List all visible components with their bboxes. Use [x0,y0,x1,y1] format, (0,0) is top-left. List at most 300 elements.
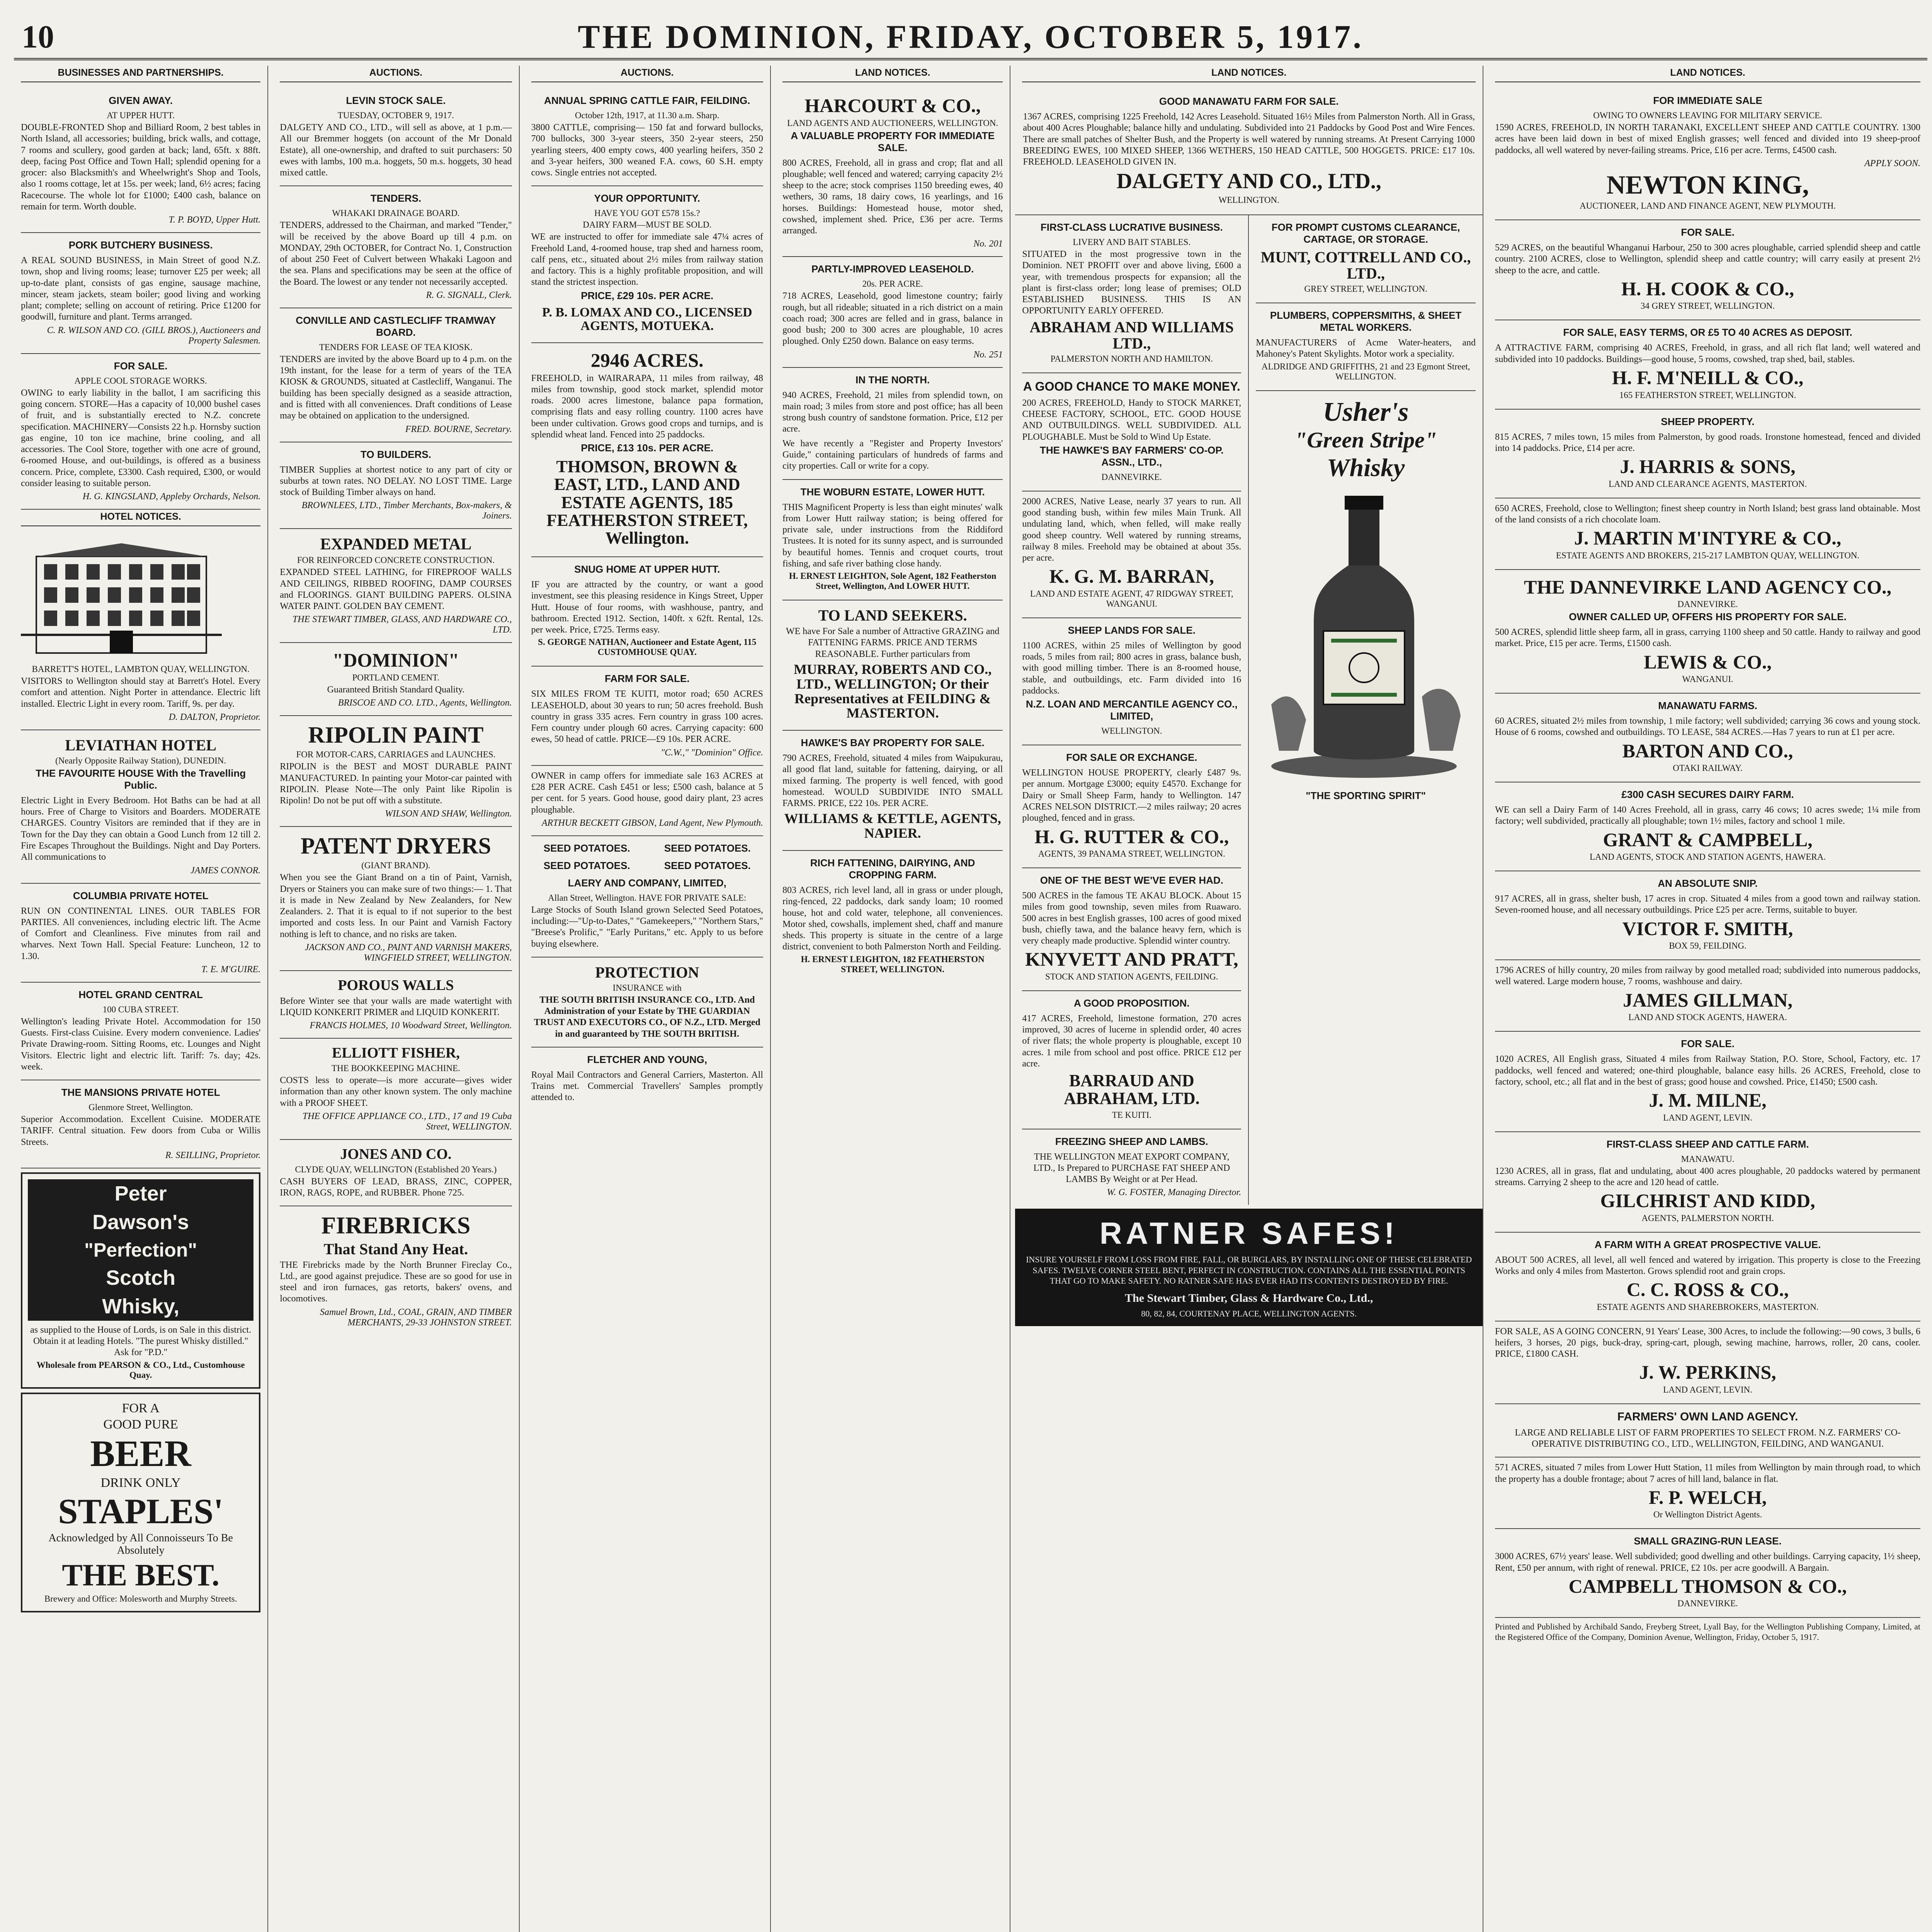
ad-place: PALMERSTON NORTH AND HAMILTON. [1050,354,1213,364]
ad-body: 500 ACRES, splendid little sheep farm, all in grass, carrying 1100 sheep and 50 cattle. Handy to railway and good market. Price, £15 per acre. Terms, £1500 cash. [1495,627,1920,649]
ad-title: FIREBRICKS [321,1213,471,1239]
ad-body: 60 ACRES, situated 2½ miles from township, 1 mile factory; well subdivided; carrying 36 cows and young stock. House of 6 rooms, cowshed and outbuildings. TO LEASE, 584 ACRES.—Has 7 years to run at £1 per acre. [1495,716,1920,738]
ad-signature: N.Z. LOAN AND MERCANTILE AGENCY CO., LIMITED, [1026,698,1238,722]
ad-firebricks [280,1206,512,1335]
ad-title: EXPANDED METAL [320,536,472,554]
ad-signature: T. E. M'GUIRE. [201,964,261,975]
ad-body: 940 ACRES, Freehold, 21 miles from splendid town, on main road; 3 miles from store and post office; has all been strong bush country of sandstone formation. Price, £12 per acre. [782,390,1003,434]
ad-signature: K. G. M. BARRAN, [1049,565,1214,587]
ad-title: FOR SALE OR EXCHANGE. [1066,752,1197,764]
ad-to-land-seekers [782,600,1003,731]
usher-line: Usher's [1323,397,1409,427]
ad-signature: J. M. MILNE, [1649,1089,1767,1111]
ad-body: 3800 CATTLE, comprising— 150 fat and forward bullocks, 700 bullocks, 300 3-year steers, 350 2-year steers, 250 yearling steers, 400 empty cows, 400 yearling heifers, 350 2 and 3-year heifers, 300 weaned F.A. cows, 60 S.H. empty cows. Single entries not accepted. [531,122,763,178]
ad-body: 1796 ACRES of hilly country, 20 miles from railway by good metalled road; subdivided into numerous paddocks, well watered. Large modern house, 7 rooms, washhouse and dairy. [1495,965,1920,987]
column-heading: LAND NOTICES. [782,66,1003,82]
ad-signature: THOMSON, BROWN & EAST, LTD., LAND AND ESTATE AGENTS, 185 FEATHERSTON STREET, Wellington. [546,457,748,548]
ad-partly-improved [782,257,1003,367]
ad-title: A GOOD CHANCE TO MAKE MONEY. [1023,379,1240,393]
ad-grand-central-hotel [21,983,260,1080]
beer-line: GOOD PURE [103,1417,178,1432]
ad-signature: CAMPBELL THOMSON & CO., [1568,1575,1847,1597]
ad-title: TENDERS. [370,192,422,204]
ad-title: FLETCHER AND YOUNG, [587,1053,707,1065]
ad-place: WELLINGTON. [1101,726,1162,736]
ad-victor-smith [1495,871,1920,960]
ad-body: 571 ACRES, situated 7 miles from Lower Hutt Station, 11 miles from Wellington by main through road, to which the property has a double frontage; about 7 acres of hill land, balance in flat. [1495,1463,1920,1484]
whisky-line: "Perfection" [28,1236,253,1264]
hotel-illustration [21,541,222,657]
ad-subtitle: TUESDAY, OCTOBER 9, 1917. [337,111,454,120]
column-land-notices-1 [776,66,1010,1932]
ad-farm-for-sale [531,667,763,765]
usher-line: "Green Stripe" [1294,427,1437,453]
ad-signature: VICTOR F. SMITH, [1622,917,1793,939]
ad-signature: FRED. BOURNE, Secretary. [405,424,512,434]
ad-signature: Samuel Brown, Ltd., COAL, GRAIN, AND TIMBER MERCHANTS, 29-33 JOHNSTON STREET. [320,1307,512,1328]
ad-tagline: OWNER CALLED UP, OFFERS HIS PROPERTY FOR SALE. [1569,611,1847,623]
ad-subtitle: INSURANCE with [612,983,682,993]
ad-title: FREEZING SHEEP AND LAMBS. [1055,1135,1208,1147]
ad-mansions-hotel [21,1080,260,1168]
usher-line: Whisky [1327,454,1405,482]
ad-harris-sons [1495,410,1920,498]
column-auctions-2 [524,66,771,1932]
ad-title: 2946 ACRES. [590,349,704,371]
whisky-line: Whisky, [28,1292,253,1321]
two-column-area [1015,215,1483,1205]
ad-gilchrist-kidd [1495,1132,1920,1233]
ad-subtitle: APPLE COOL STORAGE WORKS. [74,376,207,386]
ad-body: 200 ACRES, FREEHOLD, Handy to STOCK MARKET, CHEESE FACTORY, SCHOOL, ETC. GOOD HOUSE AND OUTBUILDINGS. WELL SUBDIVIDED. ALL PLOUGHABLE. Must be Sold to Wind Up Estate. [1022,398,1242,442]
ad-place: LAND AGENT, LEVIN. [1663,1112,1752,1122]
ad-porous-walls [280,971,512,1039]
beer-line: FOR A [122,1401,160,1415]
ad-note: We have recently a "Register and Property Investors' Guide," containing particulars of hundreds of farms and city properties. Call or write for a copy. [782,438,1003,471]
ad-dannevirke-agency [1495,570,1920,694]
ad-body: 1230 ACRES, all in grass, flat and undulating, about 400 acres ploughable, 20 paddocks watered by permanent streams. Carrying 2 sheep to the acre and 120 head of cattle. [1495,1166,1920,1187]
ad-title: COLUMBIA PRIVATE HOTEL [73,889,209,901]
ad-mneill [1495,320,1920,409]
ad-rich-fattening [782,851,1003,983]
ad-barraud-abraham [1022,991,1241,1129]
ad-tenders-whakaki [280,186,512,308]
ad-subtitle: DANNEVIRKE. [1677,599,1738,609]
ad-title: JONES AND CO. [340,1146,452,1162]
ad-body: FOR SALE, AS A GOING CONCERN, 91 Years' Lease, 300 Acres, to include the following:—90 cows, 3 bulls, 6 heifers, 3 horses, 20 pigs, buck-dray, spring-cart, plough, sewing machine, harrows, roller, 20 cans, cooler. PRICE, £1800 CASH. [1495,1326,1920,1359]
ad-subtitle: Allan Street, Wellington. HAVE FOR PRIVATE SALE: [548,893,747,903]
column-heading: AUCTIONS. [531,66,763,82]
whisky-line: Peter [28,1179,253,1208]
potatoes-label: SEED POTATOES. [543,859,630,871]
ad-place: TE KUITI. [1112,1110,1151,1120]
ad-subtitle: MANAWATU. [1681,1154,1735,1164]
ad-to-builders [280,442,512,529]
ad-body: When you see the Giant Brand on a tin of Paint, Varnish, Dryers or Stainers you can make sure of two things:— 1. That it is made in New Zealand by New Zealanders, for New Zealanders. 2. That it is equal to if not superior to the best imported and costs less. In our Paint and Varnish Factory nothing is left to chance, and no risks are taken. [280,872,512,939]
ad-title: SHEEP PROPERTY. [1661,415,1755,427]
ad-dawsons-whisky [21,1172,260,1389]
ad-signature: WILLIAMS & KETTLE, AGENTS, NAPIER. [784,811,1001,841]
hotel-caption: BARRETT'S HOTEL, LAMBTON QUAY, WELLINGTON. [32,664,250,674]
ad-title: ONE OF THE BEST WE'VE EVER HAD. [1040,874,1223,886]
ad-patent-dryers [280,827,512,971]
ad-pork-butchery [21,233,260,354]
ad-jones-and-co [280,1140,512,1206]
ad-title: RIPOLIN PAINT [308,722,484,748]
ad-body: VISITORS to Wellington should stay at Barrett's Hotel. Every comfort and attention. Night Porter in attendance. Electric lift installed. Electric Light in every room. Tariff, 9s. per day. [21,676,261,709]
ad-body: A ATTRACTIVE FARM, comprising 40 ACRES, Freehold, in grass, and all rich flat land; well watered and subdivided into 10 paddocks. Buildings—good house, 5 rooms, cowshed, trap shed, bail, stables. [1495,343,1920,364]
ad-hawkes-bay-property [782,731,1003,851]
ad-body: 718 ACRES, Leasehold, good limestone country; fairly rough, but all rideable; situated in a rich district on a main coach road; 300 acres are felled and in grass, balance in good bush; 200 to 300 acres are ploughable, 10 acres ploughed. Only £250 down. Balance on easy terms. [782,291,1003,347]
masthead-title: THE DOMINION, FRIDAY, OCTOBER 5, 1917. [578,18,1364,55]
ad-subtitle: Glenmore Street, Wellington. [88,1102,193,1112]
ad-in-the-north [782,368,1003,480]
ad-title: HAWKE'S BAY PROPERTY FOR SALE. [801,737,985,749]
ad-place: 165 FEATHERSTON STREET, WELLINGTON. [1619,390,1796,400]
ad-title: SNUG HOME AT UPPER HUTT. [574,563,720,575]
ad-title: TO LAND SEEKERS. [818,607,967,624]
ad-signature: H. F. M'NEILL & CO., [1612,367,1804,389]
ad-cook-and-co [1495,220,1920,320]
ad-place: 34 GREY STREET, WELLINGTON. [1640,301,1775,311]
ad-body: EXPANDED STEEL LATHING, for FIREPROOF WALLS AND CEILINGS, RIBBED ROOFING, DAMP COURSES and FLOORINGS. GIANT BUILDING PAPERS. OLSINA WATER PAINT. GOLDEN BAY CEMENT. [280,567,512,612]
ad-subtitle: CLYDE QUAY, WELLINGTON (Established 20 Years.) [295,1164,497,1174]
ad-title: FOR SALE. [1681,226,1735,238]
ad-ushers-whisky [1256,391,1476,813]
ad-subtitle: AT UPPER HUTT. [107,111,175,120]
ad-title: FIRST-CLASS SHEEP AND CATTLE FARM. [1606,1138,1809,1150]
ad-title: AN ABSOLUTE SNIP. [1658,878,1758,889]
ad-expanded-metal [280,529,512,643]
ad-title: LEVIN STOCK SALE. [346,95,446,106]
ad-2946-acres [531,343,763,557]
ad-signature: F. P. WELCH, [1648,1486,1767,1508]
ad-title: "DOMINION" [332,649,459,671]
ad-signature: H. G. RUTTER & CO., [1034,825,1229,847]
ad-title: ANNUAL SPRING CATTLE FAIR, FEILDING. [544,95,750,106]
ad-immediate-sale [1495,88,1920,220]
ad-title: THE WOBURN ESTATE, LOWER HUTT. [800,486,985,498]
ad-rutter [1022,745,1241,868]
ad-farmers-own [1495,1404,1920,1458]
ad-knyvett-pratt [1022,868,1241,991]
ad-body: ABOUT 500 ACRES, all level, all well fenced and watered by irrigation. This property is close to the Freezing Works and only 4 miles from Masterton. Grows splendid root and grain crops. [1495,1255,1920,1276]
section-heading-hotels: HOTEL NOTICES. [21,510,260,526]
ad-campbell-thomson [1495,1529,1920,1618]
ad-perkins [1495,1321,1920,1404]
ad-body: THE Firebricks made by the North Brunner Fireclay Co., Ltd., are good against prejudice. These are so good for use in steel and iron furnaces, gas retorts, bakers' ovens, and locomotives. [280,1260,512,1304]
ad-place: BOX 59, FEILDING. [1669,941,1747,951]
ad-subtitle-2: DAIRY FARM—MUST BE SOLD. [583,220,712,230]
ad-title: FARMERS' OWN LAND AGENCY. [1617,1410,1798,1423]
ad-place: AGENTS, PALMERSTON NORTH. [1641,1213,1774,1223]
ad-body: 3000 ACRES, 67½ years' lease. Well subdivided; good dwelling and other buildings. Carrying capacity, 1½ sheep, Rent, £50 per annum, with right of renewal. PRICE, £2 10s. per acre goodwill. A Bargain. [1495,1551,1920,1573]
ad-subtitle: WHAKAKI DRAINAGE BOARD. [332,208,460,218]
ad-title: GOOD MANAWATU FARM FOR SALE. [1159,95,1339,107]
ad-place: DANNEVIRKE. [1101,472,1162,482]
ad-title: POROUS WALLS [338,977,454,993]
ad-title: FOR IMMEDIATE SALE [1653,95,1762,106]
ad-body: RIPOLIN is the BEST and MOST DURABLE PAINT MANUFACTURED. In painting your Motor-car painted with RIPOLIN. Please Note—The only Paint like Ripolin is Ripolin! Do not be put off with a substitute. [280,762,512,806]
column-heading: BUSINESSES AND PARTNERSHIPS. [21,66,260,82]
ad-signature: THE HAWKE'S BAY FARMERS' CO-OP. ASSN., LTD., [1039,444,1224,468]
ad-munt-cottrell [1256,215,1476,303]
ad-ripolin-paint [280,716,512,827]
ad-mintyre [1495,498,1920,570]
column-heading: LAND NOTICES. [1495,66,1920,82]
ad-title: RICH FATTENING, DAIRYING, AND CROPPING FARM. [810,857,975,881]
ad-title: HOTEL GRAND CENTRAL [78,988,203,1000]
ad-title: £300 CASH SECURES DAIRY FARM. [1621,789,1794,801]
ad-body: CASH BUYERS OF LEAD, BRASS, ZINC, COPPER, IRON, RAGS, ROPE, and RUBBER. Phone 725. [280,1176,512,1198]
ad-signature: BRISCOE AND CO. LTD., Agents, Wellington. [338,698,512,708]
ad-signature: KNYVETT AND PRATT, [1025,948,1238,970]
ad-meat-export [1022,1129,1241,1205]
ad-signature: JAMES CONNOR. [190,865,261,876]
ad-place: LAND AND STOCK AGENTS, HAWERA. [1628,1012,1787,1022]
ad-place: ESTATE AGENTS AND BROKERS, 215-217 LAMBTON QUAY, WELLINGTON. [1556,550,1860,560]
ad-signature: ABRAHAM AND WILLIAMS LTD., [1029,318,1234,352]
ad-title: HARCOURT & CO., [804,95,981,116]
ad-subtitle: 20s. PER ACRE. [862,279,923,289]
ad-body: 917 ACRES, all in grass, shelter bush, 17 acres in crop. Situated 4 miles from a good town and railway station. Seven-roomed house, and all necessary outbuildings. Price £25 per acre. Terms, suitable to buyer. [1495,894,1920,915]
ad-body: WE have For Sale a number of Attractive GRAZING and FATTENING FARMS. PRICE AND TERMS REASONABLE. Further particulars from [786,626,1000,659]
ad-place: Or Wellington District Agents. [1653,1510,1762,1520]
ad-body: OWNER in camp offers for immediate sale 163 ACRES at £28 PER ACRE. Cash £451 or less; £500 cash, balance at 5 per cent. for 5 years. Good house, good dairy plant, 23 acres ploughable. [531,770,763,815]
ad-signature: H. ERNEST LEIGHTON, Sole Agent, 182 Featherston Street, Wellington, And LOWER HUTT. [789,571,997,591]
ad-elliott-fisher [280,1039,512,1140]
ad-signature: T. P. BOYD, Upper Hutt. [168,215,261,225]
beer-line: Acknowledged by All Connoisseurs To Be Absolutely [48,1532,233,1557]
ad-body: WELLINGTON HOUSE PROPERTY, clearly £487 9s. per annum. Mortgage £3000; equity £4570. Exchange for Dairy or Small Sheep Farm, handy to Wellington. 147 ACRES NELSON DISTRICT.—2 miles railway; 20 acres ploughed, fenced and in grass. [1022,768,1242,823]
ad-body: 529 ACRES, on the beautiful Whanganui Harbour, 250 to 300 acres ploughable, carried splendid sheep and cattle country. 2100 ACRES, close to Wellington, splendid sheep and cattle country; will carry easily at present 2½ sheep to the acre, and cattle. [1495,243,1920,276]
ad-title: LAERY AND COMPANY, LIMITED, [568,877,726,889]
ad-signature: GILCHRIST AND KIDD, [1600,1190,1815,1212]
potatoes-label: SEED POTATOES. [664,842,751,854]
ad-place: ESTATE AGENTS AND SHAREBROKERS, MASTERTON. [1597,1302,1819,1312]
ad-signature: H. H. COOK & CO., [1621,277,1794,299]
ad-livery-stables [1022,215,1241,373]
columns [14,66,1927,1932]
beer-line: BEER [90,1432,191,1474]
ad-title: YOUR OPPORTUNITY. [594,192,701,204]
potatoes-label: SEED POTATOES. [664,859,751,871]
ad-signature: GRANT & CAMPBELL, [1603,828,1813,850]
ad-place: LAND AND CLEARANCE AGENTS, MASTERTON. [1608,479,1807,489]
ad-price: PRICE, £13 10s. PER ACRE. [581,442,714,454]
ad-title: FOR PROMPT CUSTOMS CLEARANCE, CARTAGE, OR STORAGE. [1271,221,1460,245]
ad-body: FREEHOLD, in WAIRARAPA, 11 miles from railway, 48 miles from township, good stock market, splendid motor roads. 2000 acres limestone, balance papa formation, comprising flats and easy rolling country. 1100 acres have been under cultivation. Grows good crops and turnips, and is splendid wheat land. Fenced into 25 paddocks. [531,373,763,440]
ad-subtitle: OWING TO OWNERS LEAVING FOR MILITARY SERVICE. [1593,111,1822,120]
ad-fletcher-young [531,1048,763,1111]
ad-title: GIVEN AWAY. [109,95,173,106]
ad-cool-storage [21,354,260,510]
ad-place: STOCK AND STATION AGENTS, FEILDING. [1045,971,1218,981]
ad-subtitle: (GIANT BRAND). [361,861,430,871]
ad-protection-insurance [531,957,763,1048]
ad-signature: BARRAUD AND ABRAHAM, LTD. [1063,1071,1200,1108]
beer-line: DRINK ONLY [100,1475,181,1490]
ad-body: 1100 ACRES, within 25 miles of Wellington by good roads, 5 miles from rail; 800 acres in grass, balance bush, with good milling timber. There is an 8-roomed house, stable, and outbuildings, etc. Farm divided into 16 paddocks. [1022,640,1242,696]
ad-signature: S. GEORGE NATHAN, Auctioneer and Estate Agent, 115 CUSTOMHOUSE QUAY. [538,637,757,657]
ad-sheep-lands [1022,618,1241,745]
column-land-notices-2 [1015,66,1483,1932]
ad-body: Electric Light in Every Bedroom. Hot Baths can be had at all hours. Free of Charge to Visitors and Boarders. MODERATE CHARGES. Country Visitors are reminded that if they are in Town for the Day they can obtain a Good Lunch from 12 till 2. Fire Escapes Throughout the Buildings. Night and Day Porters. All communications to [21,795,261,862]
ad-body: A REAL SOUND BUSINESS, in Main Street of good N.Z. town, shop and living rooms; lease; turnover £25 per week; all up-to-date plant, consists of gas engine, sausage machine, mincer, steam jackets, steam boiler; good living and working plant; complete; selling on account of retiring. Price £1200 for goodwill, furniture and plant. Terms arranged. [21,255,261,322]
ad-signature: MURRAY, ROBERTS AND CO., LTD., WELLINGTON; Or their Representatives at FEILDING & MASTERTON. [794,661,992,721]
ad-body: Large Stocks of South Island grown Selected Seed Potatoes, including:—"Up-to-Dates," "Gamekeepers," "Northern Stars," "Breese's Prolific," "Early Puritans," etc. Apply to us before buying elsewhere. [531,905,763,949]
ad-harcourt [782,88,1003,257]
ad-title: TO BUILDERS. [360,448,431,460]
ad-signature: ALDRIDGE AND GRIFFITHS, 21 and 23 Egmont Street, WELLINGTON. [1261,361,1470,381]
ad-signature: H. ERNEST LEIGHTON, 182 FEATHERSTON STREET, WELLINGTON. [801,954,985,974]
beer-line: Brewery and Office: Molesworth and Murphy Streets. [44,1594,237,1604]
ad-signature: P. B. LOMAX AND CO., LICENSED AGENTS, MOTUEKA. [542,305,752,333]
ad-title: IN THE NORTH. [855,374,930,386]
ad-subtitle: 100 CUBA STREET. [102,1004,179,1014]
ad-welch [1495,1458,1920,1529]
ad-place: OTAKI RAILWAY. [1673,763,1743,773]
ad-signature: C. R. WILSON AND CO. (GILL BROS.), Auctioneers and Property Salesmen. [47,325,261,346]
ad-manawatu-farm [1015,88,1483,215]
ad-body: DALGETY AND CO., LTD., will sell as above, at 1 p.m.— All our Bremmer hoggets (on account of the Mr Donald Estate), all one-ownership, and drafted to suit purchasers: 50 ewes with lambs, 100 m.a. hoggets, 50 m.s. hoggets, 30 head mixed cattle. [280,122,512,178]
ad-title: THE MANSIONS PRIVATE HOTEL [61,1087,220,1099]
ad-dominion-cement [280,643,512,716]
ad-subtitle: That Stand Any Heat. [323,1240,468,1258]
ad-body: Guaranteed British Standard Quality. [327,684,465,695]
ad-title: RATNER SAFES! [1099,1216,1398,1251]
ad-woburn-estate [782,480,1003,601]
page-number: 10 [22,19,54,55]
ad-place: LAND AND ESTATE AGENT, 47 RIDGWAY STREET, WANGANUI. [1030,588,1233,609]
ad-place: LAND AGENT, LEVIN. [1663,1384,1752,1395]
beer-line: THE BEST. [62,1558,219,1593]
usher-slogan: "THE SPORTING SPIRIT" [1306,790,1426,802]
ad-subtitle: LIVERY AND BAIT STABLES. [1073,237,1191,247]
ad-title: PATENT DRYERS [300,833,491,859]
ad-signature: J. MARTIN M'INTYRE & CO., [1574,527,1842,549]
ad-body: 650 ACRES, Freehold, close to Wellington; finest sheep country in North Island; best grass land obtainable. Most of the land consists of a rich chocolate loam. [1495,503,1920,525]
ad-cattle-fair [531,88,763,186]
ad-place: WANGANUI. [1682,674,1733,684]
ad-body: IF you are attracted by the country, or want a good investment, see this pleasing residence in Kings Street, Upper Hutt. House of four rooms, with washhouse, pantry, and bathroom. Erected 1912. Section, 140ft. x 62ft. Rental, 12s. per week. Price, £725. Terms easy. [531,580,763,635]
ad-body: 1367 ACRES, comprising 1225 Freehold, 142 Acres Leasehold. Situated 16½ Miles from Palmerston North. All in Grass, about 400 Acres Ploughable; balance hilly and undulating. Subdivided into 21 Paddocks by Good Post and Wire Fences. There are small patches of Shelter Bush, and the Property is well watered by running streams. At Present Carrying 1000 BREEDING EWES, 100 MIXED SHEEP, 1366 WETHERS, 150 HEAD CATTLE, 500 HOGGETS. PRICE: £17 10s. FREEHOLD. LEASEHOLD GIVEN IN. [1023,112,1475,167]
ad-signature: DALGETY AND CO., LTD., [1116,169,1381,194]
ad-place: 80, 82, 84, COURTENAY PLACE, WELLINGTON AGENTS. [1141,1309,1357,1319]
ad-signature: J. HARRIS & SONS, [1620,456,1796,478]
ad-body: 815 ACRES, 7 miles town, 15 miles from Palmerston, by good roads. Ironstone homestead, fenced and divided into 14 paddocks. Price, £14 per acre. [1495,432,1920,453]
ad-levin-stock-sale [280,88,512,186]
column-heading: LAND NOTICES. [1022,66,1476,82]
ad-title: PORK BUTCHERY BUSINESS. [68,239,213,251]
ad-upper-hutt-home [531,557,763,667]
subcolumn-left [1015,215,1249,1205]
ad-title: MANAWATU FARMS. [1658,700,1757,712]
ad-agent: NEWTON KING, [1606,170,1809,199]
ad-barton [1495,694,1920,782]
ad-signature: The Stewart Timber, Glass & Hardware Co., Ltd., [1125,1291,1373,1304]
potatoes-label: SEED POTATOES. [543,842,630,854]
ad-given-away [21,88,260,233]
ad-body: 803 ACRES, rich level land, all in grass or under plough, ring-fenced, 22 paddocks, dark sandy loam; 10 roomed house, hot and cold water, telephone, all conveniences. Motor shed, cowshalls, implement shed, chaff and manure sheds. This property is situate in the centre of a large district, convenient to both Palmerston North and Feilding. [782,885,1003,952]
ad-milne [1495,1032,1920,1132]
ad-plumbers [1256,303,1476,391]
ad-body: DOUBLE-FRONTED Shop and Billiard Room, 2 best tables in North Island, all accessories; building, brick walls, and cottage, 7 rooms and scullery, good garden at back; land, 65ft. x 88ft. deep, facing Post Office and Town Hall; splendid opening for a grocer: also Blacksmith's and Wheelwright's Shop and Tools, also 1 rooms cottage, let at 15s. per week; land, 6½ acres; facing Racecourse. The whole lot for £1000; £400 cash, balance on remain for term. Worth double. [21,122,261,212]
ad-body: OWING to early liability in the ballot, I am sacrificing this going concern. STORE—Has a capacity of 10,000 bushel cases of fruit, and is substantially erected to N.Z. concrete specification. MACHINERY—Consists 22 h.p. Hornsby suction gas engine, 10 ton ice machine, brine cooling, and all accessories. The Cool Store, together with one acre of ground, 6-roomed House, and out-buildings, is offered as a business concern. Price, complete, £3300. Cash required, £300, or would consider leasing to suitable person. [21,388,261,488]
ad-body: Wellington's leading Private Hotel. Accommodation for 150 Guests. First-class Cuisine. Every modern convenience. Ladies' Private Drawing-room. Sitting Rooms, etc. Lounges and Night Visitors. Electric light and electric lift. Tariff: 7s. day; 42s. week. [21,1016,261,1072]
ad-signature: Wholesale from PEARSON & CO., Ltd., Customhouse Quay. [36,1360,245,1380]
ad-body: Before Winter see that your walls are made watertight with LIQUID KONKERIT PRIMER and LIQUID KONKERIT. [280,996,512,1018]
ad-tea-kiosk [280,308,512,442]
ad-signature: FRANCIS HOLMES, 10 Woodward Street, Wellington. [310,1020,512,1031]
ad-place: WELLINGTON. [1218,195,1279,205]
subcolumn-right [1249,215,1483,1205]
ad-title: ELLIOTT FISHER, [332,1045,460,1061]
ad-signature: THE OFFICE APPLIANCE CO., LTD., 17 and 19 Cuba Street, WELLINGTON. [302,1111,512,1132]
ad-title: SHEEP LANDS FOR SALE. [1068,624,1196,636]
ad-title: PARTLY-IMPROVED LEASEHOLD. [811,263,974,275]
ad-body: RUN ON CONTINENTAL LINES. OUR TABLES FOR PARTIES. All conveniences, including electric lift. The Acme of Comfort and Cleanliness. Five minutes from rail and wharves. Next Town Hall. Special Feature: Luncheon, 12 to 1.30. [21,906,261,961]
ad-signature: BROWNLEES, LTD., Timber Merchants, Box-makers, & Joiners. [301,500,512,521]
ad-subtitle: PORTLAND CEMENT. [352,672,440,682]
ad-signature: D. DALTON, Proprietor. [168,712,261,722]
ad-body: 2000 ACRES, Native Lease, nearly 37 years to run. All good standing bush, within few miles Main Trunk. All undulating land, which, when felled, will make really good sheep country. Well watered by running streams, railway 8 miles. Freehold may be obtained at about 35s. per acre. [1022,496,1242,563]
ad-body: as supplied to the House of Lords, is on Sale in this district. Obtain it at leading Hotels. "The purest Whisky distilled." Ask for "P.D." [30,1325,252,1358]
ad-tagline: THE FAVOURITE HOUSE With the Travelling Public. [36,767,246,791]
ad-good-chance [1022,373,1241,492]
ad-subtitle: FOR REINFORCED CONCRETE CONSTRUCTION. [297,555,495,565]
ad-title: LEVIATHAN HOTEL [65,736,216,754]
column-heading: AUCTIONS. [280,66,512,82]
ad-signature: W. G. FOSTER, Managing Director. [1107,1187,1242,1198]
whisky-line: Scotch [28,1264,253,1292]
ad-signature: JAMES GILLMAN, [1623,989,1793,1011]
ad-body: THE WELLINGTON MEAT EXPORT COMPANY, LTD., Is Prepared to PURCHASE FAT SHEEP AND LAMBS By Weight or at Per Head. [1033,1151,1230,1185]
printer-imprint: Printed and Published by Archibald Sando, Freyberg Street, Lyall Bay, for the Wellington Publishing Company, Limited, at the Registered Office of the Company, Dominion Avenue, Wellington, Friday, October 5, 1917. [1495,1622,1920,1642]
ad-gillman [1495,960,1920,1032]
ad-your-opportunity [531,186,763,343]
ad-signature: THE STEWART TIMBER, GLASS, AND HARDWARE CO., LTD. [292,614,512,635]
ad-body: 1590 ACRES, FREEHOLD, IN NORTH TARANAKI, EXCELLENT SHEEP AND CATTLE COUNTRY. 1300 acres have been laid down in best of mixed English grasses; well fenced and divided into 19 sheep-proof paddocks, all well watered by never-failing streams. Price, £16 per acre. Terms, £4500 cash. [1495,122,1920,155]
ad-body: TENDERS, addressed to the Chairman, and marked "Tender," will be received by the above Board up till 4 p.m. on MONDAY, 29th OCTOBER, for Contract No. 1, Construction of about 250 Feet of Culvert between Whakaki Lagoon and the sea. Plans and specifications may be seen at the office of the Board. The lowest or any tender not necessarily accepted. [280,220,512,287]
ad-barran [1022,492,1241,618]
ad-subtitle: October 12th, 1917, at 11.30 a.m. Sharp. [575,111,719,120]
ad-place: GREY STREET, WELLINGTON. [1304,284,1427,294]
masthead [14,15,1927,60]
ad-number: No. 251 [973,349,1003,360]
whisky-bottle-illustration [1256,488,1472,782]
beer-line: STAPLES' [58,1491,224,1531]
ad-title: THE DANNEVIRKE LAND AGENCY CO., [1524,576,1892,598]
ad-body: COSTS less to operate—is more accurate—gives wider information than any other known system. The only machine with a PROOF SHEET. [280,1075,512,1108]
ad-signature: APPLY SOON. [1864,158,1920,168]
ad-grant-campbell [1495,782,1920,871]
ad-price: PRICE, £29 10s. PER ACRE. [581,289,714,301]
ad-body: WE can sell a Dairy Farm of 140 Acres Freehold, all in grass, carry 46 cows; 10 acres swede; 1¼ mile from factory; well subdivided, practically all ploughable; town 1½ miles, factory and school 1 mile. [1495,805,1920,827]
ad-signature: "C.W.," "Dominion" Office. [661,747,763,758]
ad-leviathan-hotel [21,730,260,884]
ad-title: A FARM WITH A GREAT PROSPECTIVE VALUE. [1594,1238,1821,1250]
ad-body: Superior Accommodation. Excellent Cuisine. MODERATE TARIFF. Central situation. Few doors from Cuba or Willis Streets. [21,1114,261,1147]
ad-body: 417 ACRES, Freehold, limestone formation, 270 acres improved, 30 acres of lucerne in splendid order, 40 acres of river flats; the whole property is ploughable, except 10 acres. 1 mile from school and post office. PRICE £12 per acre. [1022,1013,1242,1069]
ad-title: SMALL GRAZING-RUN LEASE. [1634,1535,1782,1547]
ad-signature: JACKSON AND CO., PAINT AND VARNISH MAKERS, WINGFIELD STREET, WELLINGTON. [304,942,512,963]
ad-ratner-safes [1015,1209,1483,1326]
ad-body: WE are instructed to offer for immediate sale 47¼ acres of Freehold Land, 4-roomed house, trap shed and harness room, calf pens, etc., situated about 2½ miles from railway station and factory. This is a highly profitable proposition, and will stand the strictest inspection. [531,232,763,287]
ad-signature: WILSON AND SHAW, Wellington. [385,809,512,819]
ad-subtitle: FOR MOTOR-CARS, CARRIAGES and LAUNCHES. [296,750,496,760]
ad-agent-sub: AUCTIONEER, LAND AND FINANCE AGENT, NEW PLYMOUTH. [1579,201,1836,211]
